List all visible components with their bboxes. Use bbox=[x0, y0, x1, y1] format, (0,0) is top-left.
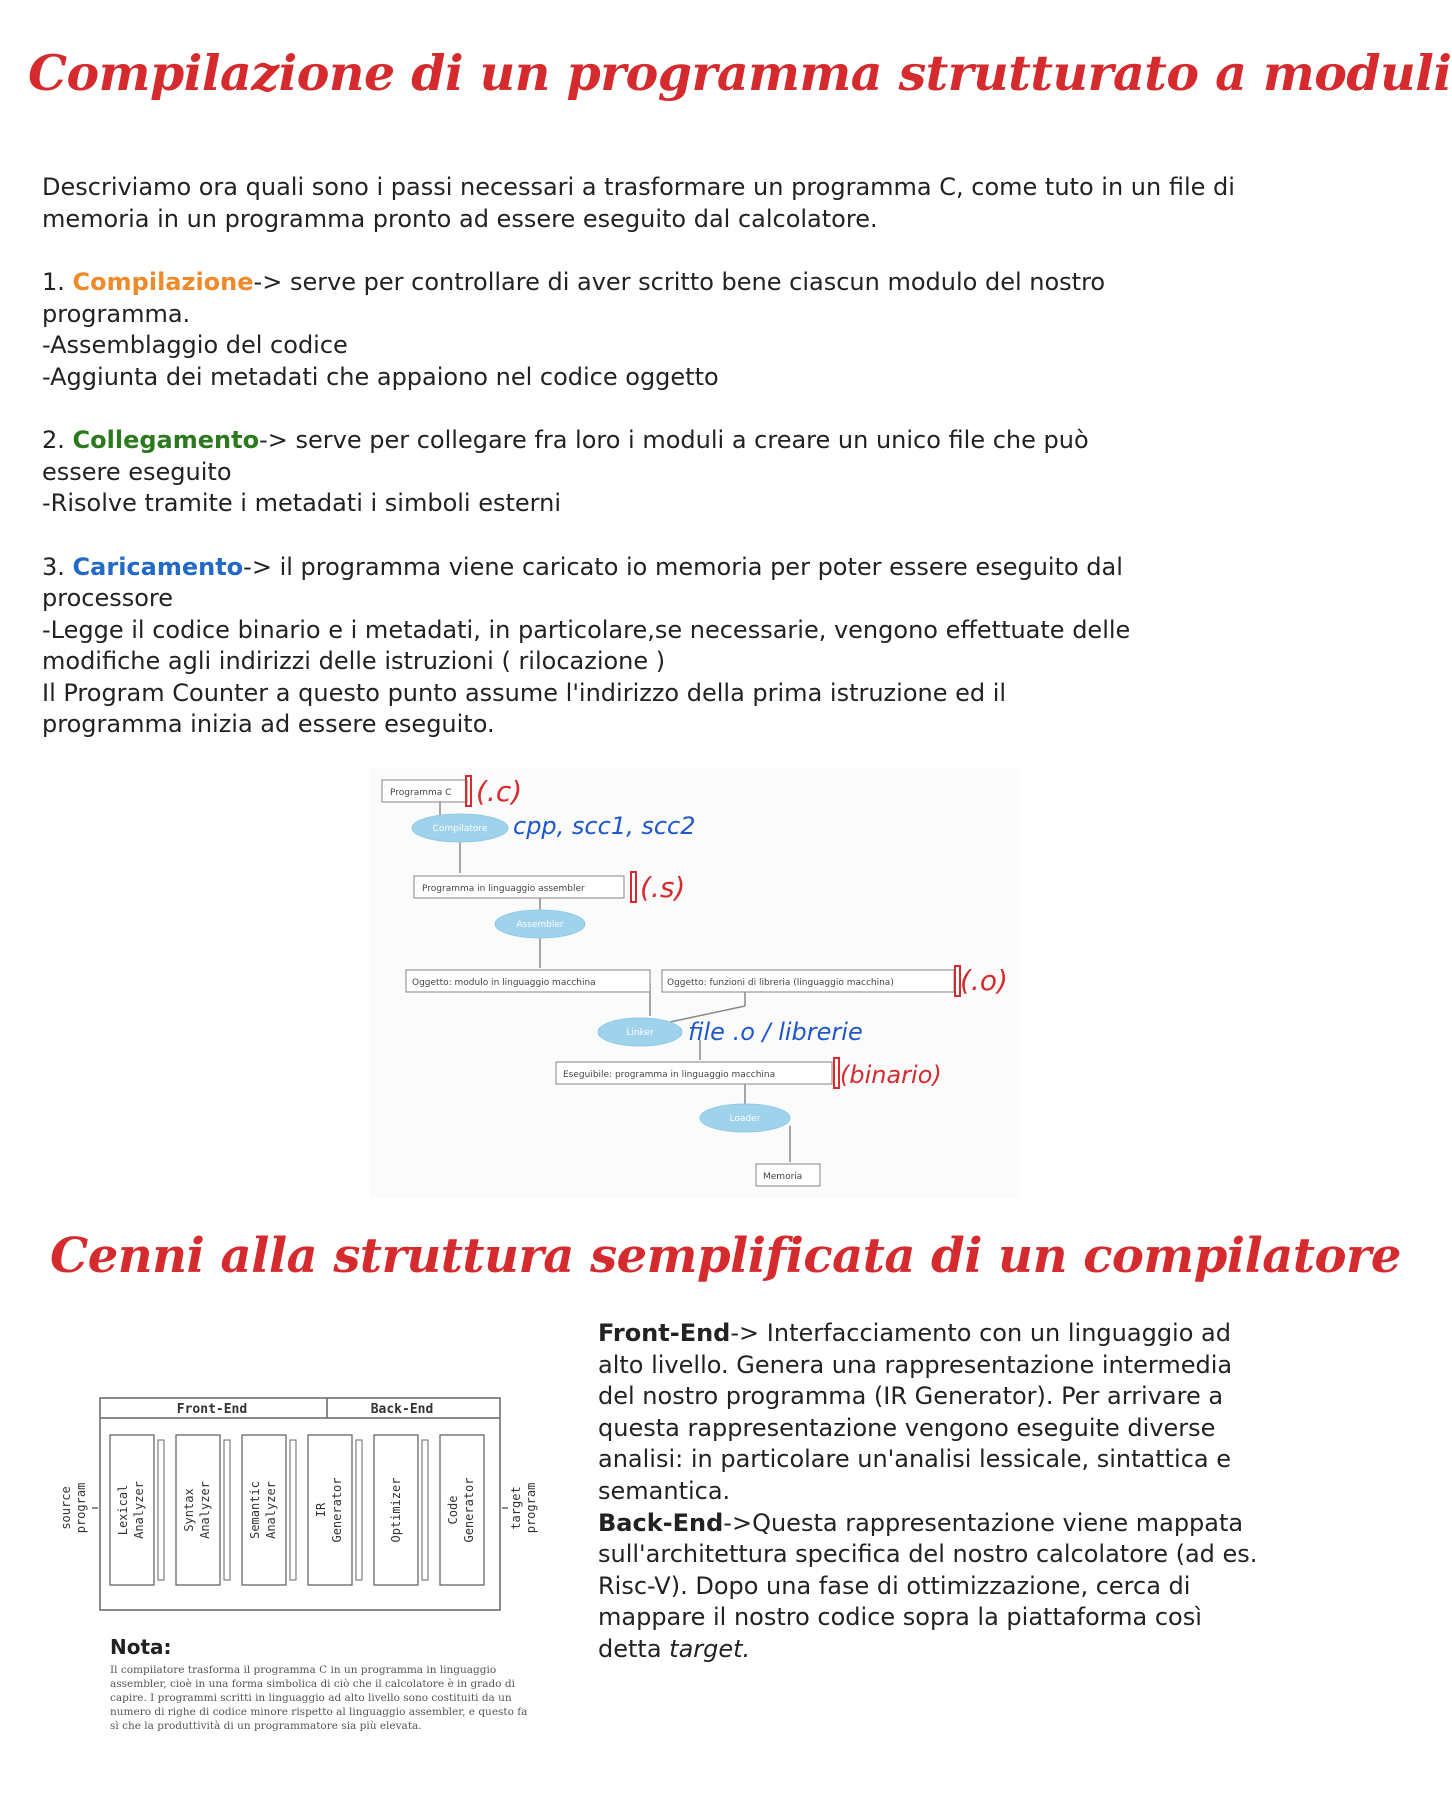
step-caricamento: 3. Caricamento-> il programma viene caricato io memoria per poter essere eseguito dal processore bbox=[42, 552, 1123, 612]
annotation-s: (.s) bbox=[640, 871, 686, 904]
flow-node-label: Assembler bbox=[516, 920, 564, 930]
annotation-c: (.c) bbox=[476, 775, 523, 808]
annotation-o: (.o) bbox=[960, 964, 1008, 997]
module-label: IR bbox=[314, 1502, 328, 1518]
module-label: Semantic bbox=[248, 1481, 262, 1539]
module-label: Generator bbox=[330, 1477, 344, 1543]
flow-node-label: Loader bbox=[729, 1114, 761, 1124]
compiler-description bbox=[598, 1318, 1258, 1666]
module-label: Analyzer bbox=[132, 1481, 146, 1539]
step-name-collegamento: Collegamento bbox=[72, 426, 260, 454]
step-name-compilazione: Compilazione bbox=[72, 268, 254, 296]
step-collegamento: 2. Collegamento-> serve per collegare fra loro i moduli a creare un unico file che può essere eseguito bbox=[42, 426, 1089, 486]
annotation-linker: file .o / librerie bbox=[688, 1018, 863, 1046]
step-compilazione: 1. Compilazione-> serve per controllare di aver scritto bene ciascun modulo del nostro programma. bbox=[42, 268, 1106, 328]
back-end-paragraph: Back-End->Questa rappresentazione viene mappata sull'architettura specifica del nostro calcolatore (ad es. Risc-V). Dopo una fase di ottimizzazione, cerca di mappare il nostro codice sopra la piattaforma così detta target. bbox=[598, 1508, 1258, 1663]
annotation-binario: (binario) bbox=[840, 1061, 942, 1089]
front-end-header: Front-End bbox=[176, 1402, 248, 1417]
bullet: modifiche agli indirizzi delle istruzioni ( rilocazione ) bbox=[42, 647, 666, 675]
bullet: -Aggiunta dei metadati che appaiono nel codice oggetto bbox=[42, 362, 719, 391]
bullet: -Risolve tramite i metadati i simboli esterni bbox=[42, 489, 561, 517]
section2-title: Cenni alla struttura semplificata di un compilatore bbox=[50, 1228, 1401, 1284]
source-label: source bbox=[59, 1486, 73, 1530]
text-body bbox=[42, 172, 1242, 741]
module-label: Generator bbox=[462, 1477, 476, 1543]
step-name-caricamento: Caricamento bbox=[72, 552, 244, 581]
flow-label: Programma in linguaggio assembler bbox=[422, 884, 585, 894]
module-label: Optimizer bbox=[389, 1477, 403, 1543]
nota-body: Il compilatore trasforma il programma C in un programma in linguaggio assembler, cioè in una forma simbolica di ciò che il calcolatore è in grado di capire. I programmi scritti in linguaggio ad alto livello sono costituiti da un numero di righe di codice minore rispetto al linguaggio assembler, e questo fa sì che la produttività di un programmatore sia più elevata. bbox=[110, 1664, 528, 1732]
target-label: target bbox=[509, 1486, 523, 1530]
back-end-header: Back-End bbox=[370, 1402, 434, 1417]
program-counter-line: programma inizia ad essere eseguito. bbox=[42, 710, 495, 738]
nota-title: Nota: bbox=[110, 1635, 172, 1659]
flow-label: Oggetto: funzioni di libreria (linguaggio macchina) bbox=[667, 978, 894, 988]
front-end-paragraph: Front-End-> Interfacciamento con un linguaggio ad alto livello. Genera una rappresentazione intermedia del nostro programma (IR Generator). Per arrivare a questa rappresentazione vengono eseguite diverse analisi: in particolare un'analisi lessicale, sintattica e semantica. bbox=[598, 1319, 1233, 1505]
flow-node-label: Linker bbox=[626, 1028, 654, 1038]
compiler-structure-diagram bbox=[52, 1390, 542, 1625]
flow-label: Oggetto: modulo in linguaggio macchina bbox=[412, 978, 596, 988]
bullet: -Assemblaggio del codice bbox=[42, 331, 348, 359]
module-label: Analyzer bbox=[198, 1481, 212, 1539]
flow-label: Eseguibile: programma in linguaggio macchina bbox=[563, 1070, 776, 1080]
target-label: program bbox=[524, 1482, 538, 1534]
module-label: Code bbox=[446, 1495, 460, 1525]
module-label: Lexical bbox=[116, 1484, 130, 1536]
annotation-compilers: cpp, scc1, scc2 bbox=[513, 812, 696, 840]
flow-label: Programma C bbox=[390, 788, 452, 798]
nota-box bbox=[110, 1635, 530, 1733]
module-label: Syntax bbox=[182, 1488, 196, 1532]
module-label: Analyzer bbox=[264, 1481, 278, 1539]
intro-paragraph: Descriviamo ora quali sono i passi necessari a trasformare un programma C, come tuto in un file di memoria in un programma pronto ad essere eseguito dal calcolatore. bbox=[42, 173, 1235, 233]
source-label: program bbox=[74, 1482, 88, 1534]
bullet: -Legge il codice binario e i metadati, in particolare,se necessarie, vengono effettuate delle bbox=[42, 615, 1131, 644]
page-title: Compilazione di un programma strutturato a moduli bbox=[28, 44, 1452, 102]
flow-node-label: Compilatore bbox=[432, 824, 488, 834]
flow-label: Memoria bbox=[763, 1172, 803, 1182]
front-end-label: Front-End bbox=[598, 1319, 731, 1347]
back-end-label: Back-End bbox=[598, 1508, 724, 1537]
compilation-flow-diagram bbox=[370, 768, 1020, 1198]
program-counter-line: Il Program Counter a questo punto assume l'indirizzo della prima istruzione ed il bbox=[42, 678, 1007, 707]
